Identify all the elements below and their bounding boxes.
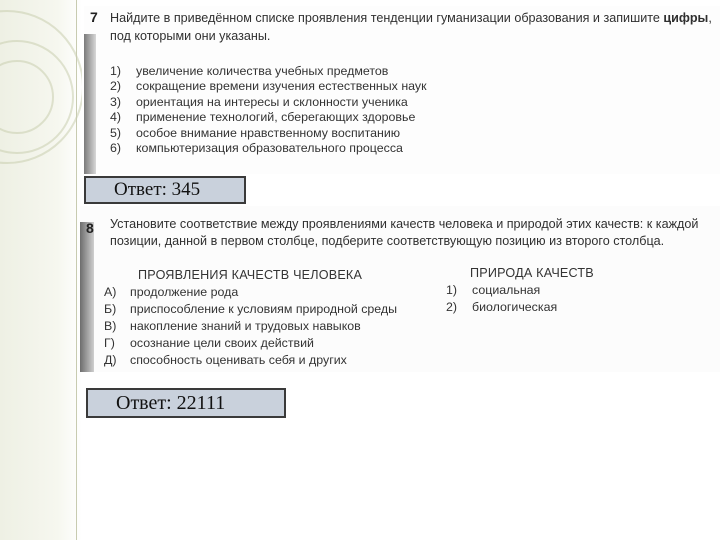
option-number: 1) [110,64,122,78]
item-letter: В) [104,319,117,333]
prompt-bold-text: цифры [663,11,709,25]
option-text: компьютеризация образовательного процесса [136,140,403,155]
item-letter: А) [104,285,117,299]
left-column-header: ПРОЯВЛЕНИЯ КАЧЕСТВ ЧЕЛОВЕКА [138,268,363,282]
list-item [104,352,397,369]
list-item [110,79,427,94]
option-text: увеличение количества учебных предметов [136,64,389,78]
option-number: 6) [110,140,122,155]
question-prompt: Установите соответствие между проявлениями качеств человека и природой этих качеств: к каждой позиции, данной в первом столбце, подберите соответствующую позицию из второго столбца. [110,217,699,248]
decorative-left-band [0,0,82,540]
list-item [104,301,397,318]
right-column-header: ПРИРОДА КАЧЕСТВ [470,266,594,280]
list-item [110,64,427,79]
question-8-scan [80,206,720,372]
option-text: ориентация на интересы и склонности ученика [136,94,408,109]
item-text: социальная [472,283,541,297]
options-list [110,64,427,156]
question-prompt [110,9,716,45]
option-text: применение технологий, сберегающих здоровье [136,110,416,125]
left-column-list [104,284,397,369]
list-item [110,126,427,141]
item-letter: Б) [104,302,117,316]
list-item [446,299,557,316]
list-item [446,282,557,299]
option-number: 4) [110,110,122,125]
answer-box-7: Ответ: 345 [84,176,246,204]
option-number: 3) [110,94,122,109]
answer-box-8: Ответ: 22111 [86,388,286,418]
list-item [104,335,397,352]
scan-edge-strip [80,222,94,372]
item-text: накопление знаний и трудовых навыков [130,319,361,333]
prompt-text-end: , под которыми они указаны. [110,11,712,43]
list-item [110,110,427,125]
list-item [110,95,427,110]
question-7-scan [84,6,720,174]
option-number: 5) [110,125,122,140]
item-text: приспособление к условиям природной среды [130,302,398,316]
list-item [104,284,397,301]
list-item [110,141,427,156]
item-text: осознание цели своих действий [130,336,314,350]
item-text: биологическая [472,300,558,314]
prompt-text: Найдите в приведённом списке проявления тенденции гуманизации образования и запишите [110,11,660,25]
decorative-divider [76,0,77,540]
item-number: 2) [446,300,458,314]
option-text: особое внимание нравственному воспитанию [136,125,401,140]
item-text: способность оценивать себя и других [130,353,347,367]
right-column-list [446,282,557,316]
option-text: сокращение времени изучения естественных наук [136,79,427,94]
item-letter: Г) [104,336,115,350]
item-text: продолжение рода [130,285,239,299]
list-item [104,318,397,335]
scan-edge-strip [84,34,96,174]
item-number: 1) [446,283,458,297]
question-number: 8 [86,220,94,236]
item-letter: Д) [104,353,117,367]
question-number: 7 [90,9,98,25]
option-number: 2) [110,79,122,94]
